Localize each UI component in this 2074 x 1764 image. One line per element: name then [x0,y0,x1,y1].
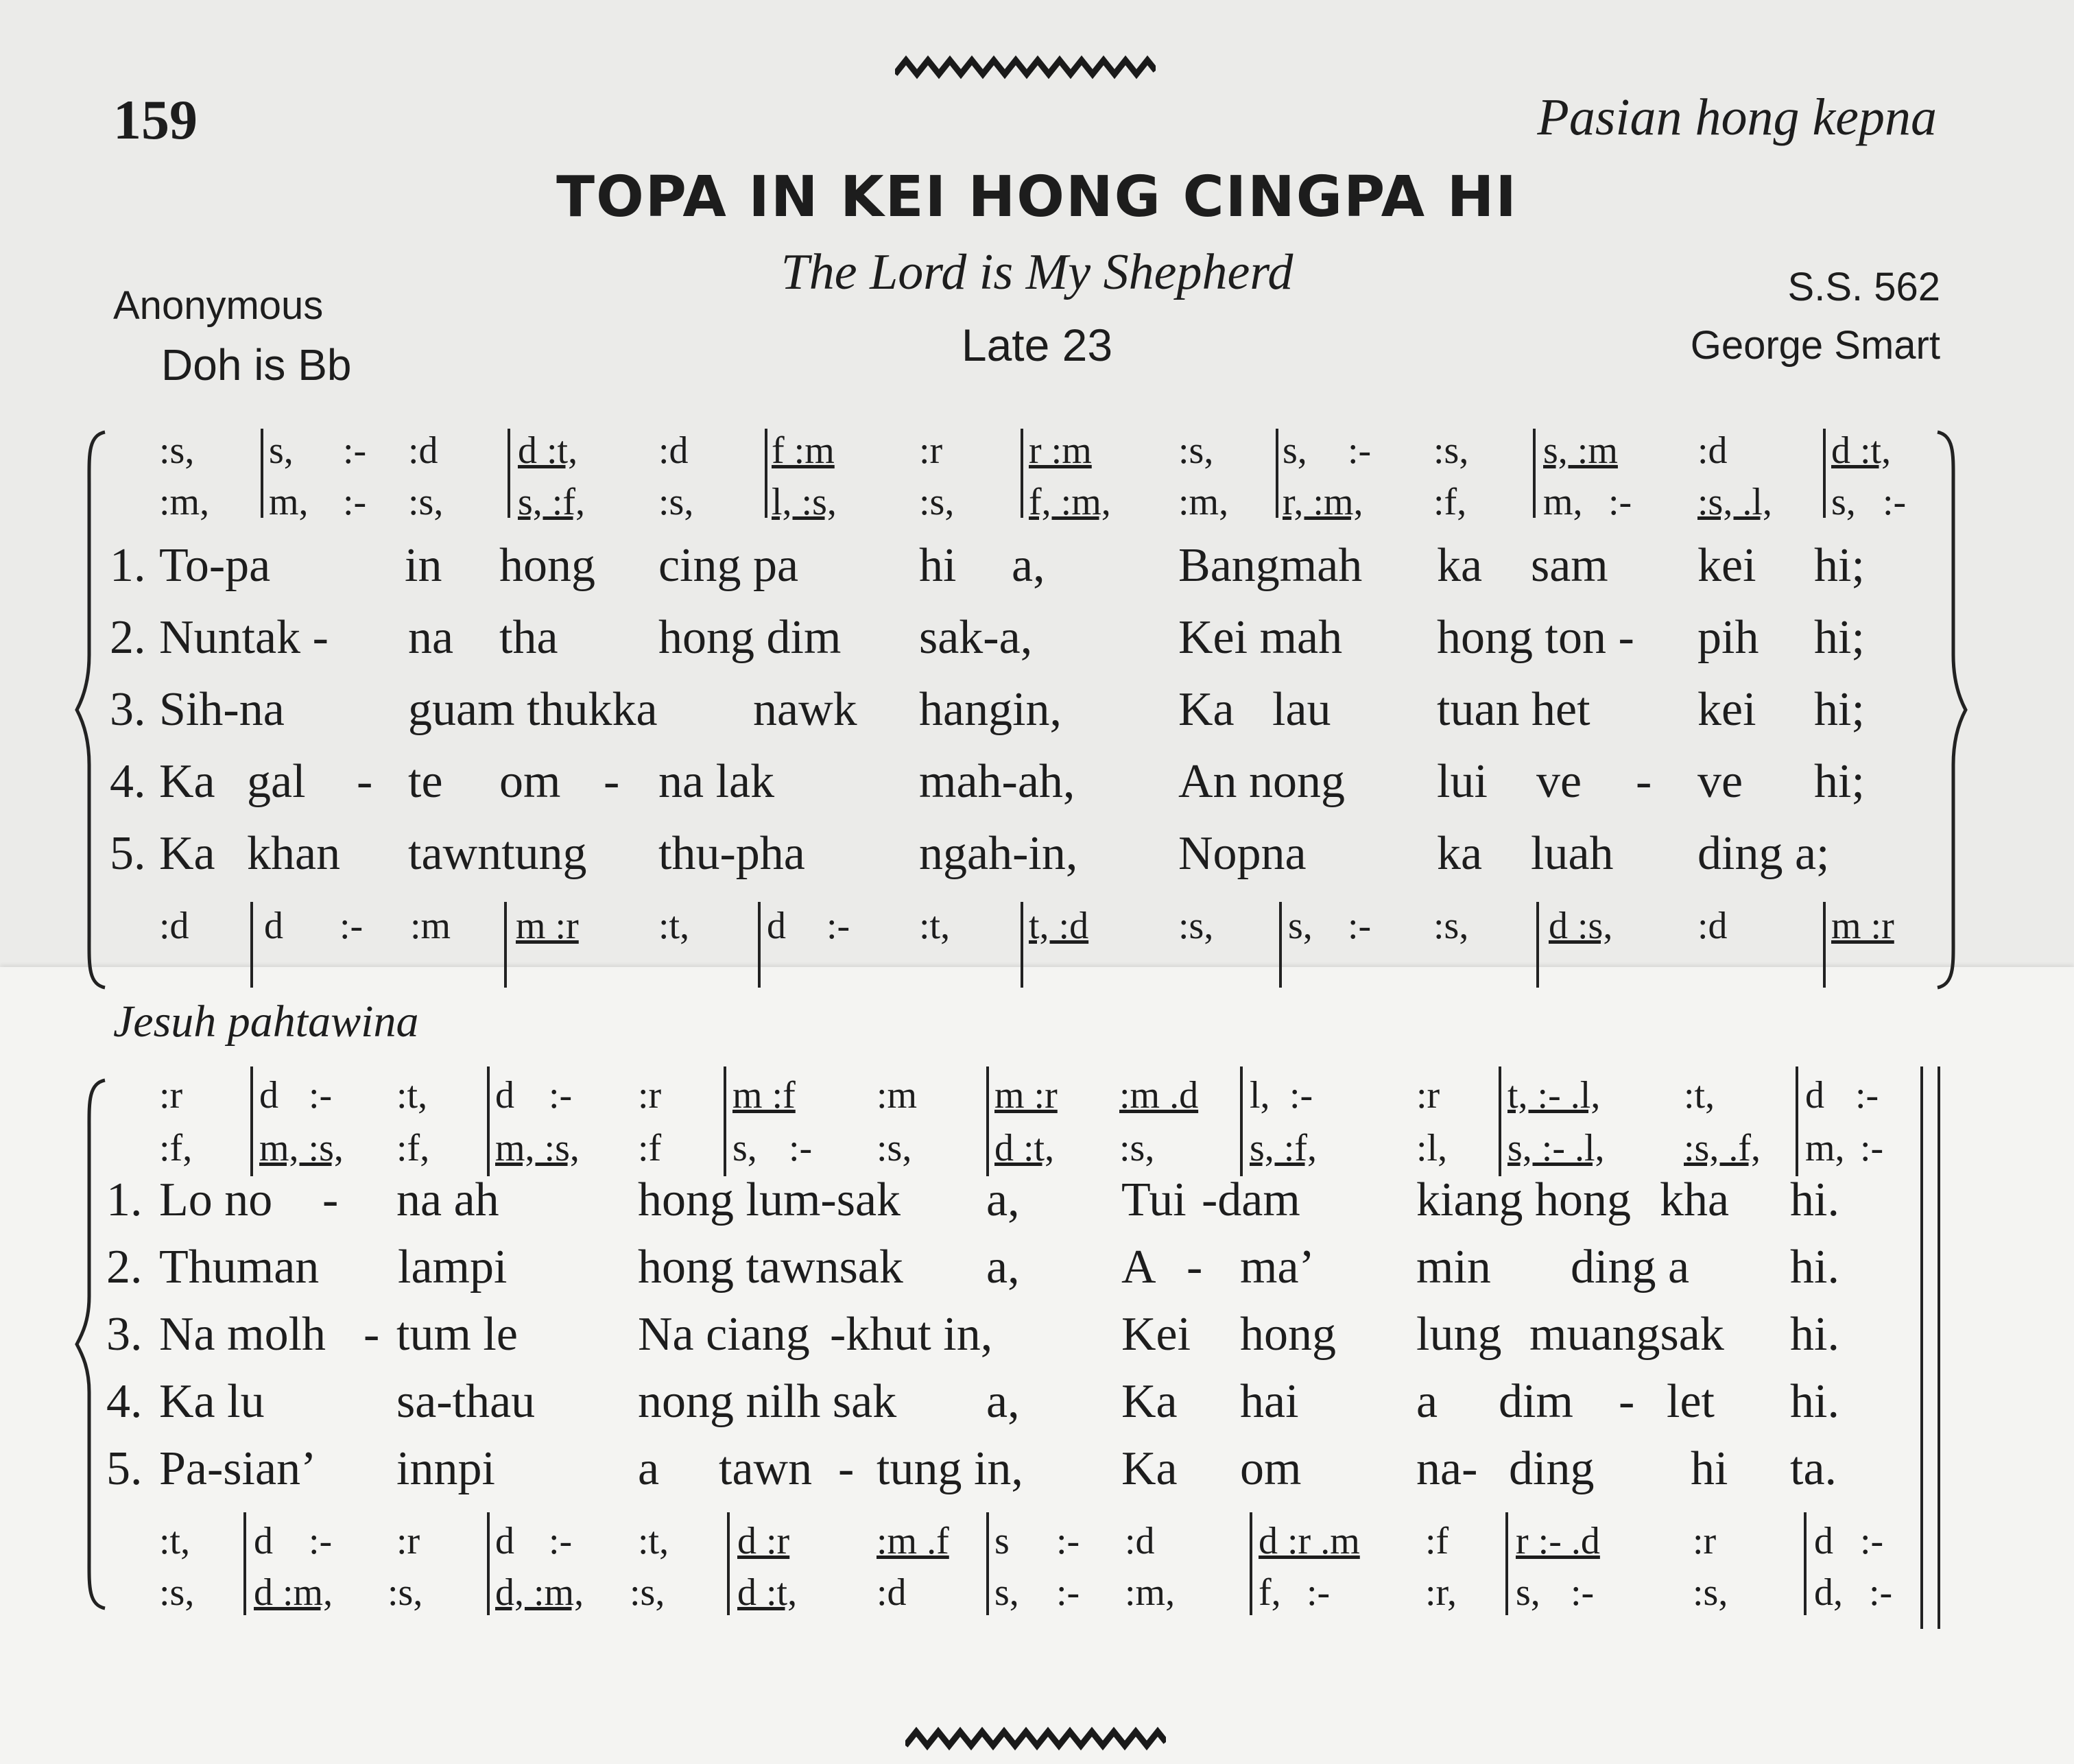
note: :l, [1416,1127,1448,1169]
lyric: a, [986,1241,1020,1294]
note: m, :s, [259,1127,344,1169]
lyric: Na ciang [638,1308,810,1361]
barline [1021,429,1023,518]
lyric: nong nilh sak [638,1375,897,1428]
lyric: hong [499,539,595,592]
lyric: - [322,1173,339,1226]
note: s, [1288,905,1313,947]
lyric: hong [1240,1308,1336,1361]
note: :- [1289,1074,1313,1117]
lyric: Kei mah [1178,611,1343,664]
lyric: A [1121,1241,1156,1294]
note: :- [1869,1571,1893,1614]
note: d :t, [737,1571,798,1614]
note: :d [159,905,189,947]
lyric: ka [1437,539,1483,592]
barline [758,902,761,988]
note: :d [658,429,689,472]
lyric: innpi [396,1442,495,1495]
note: :- [1348,429,1372,472]
note: :- [1608,481,1632,523]
barline [1536,902,1539,988]
lyric: khan [247,827,341,880]
note: :- [1307,1571,1331,1614]
lyric: a, [986,1173,1020,1226]
lyric: - [357,755,373,808]
note: f :m [772,429,835,472]
note: s, :f, [518,481,585,523]
note: :m [877,1074,918,1117]
note: m, [1543,481,1583,523]
lyric: guam thukka [408,683,658,736]
note: :f, [396,1127,430,1169]
note: d [1814,1520,1833,1562]
barline [727,1512,730,1615]
barline [508,429,510,518]
lyric: kiang hong [1416,1173,1632,1226]
lyric: gal [247,755,306,808]
note: :s, [1693,1571,1728,1614]
note: :- [309,1074,333,1117]
chorus-label: Jesuh pahtawina [113,997,419,1047]
barline [250,1066,253,1176]
barline [724,1066,726,1176]
note: :t, [396,1074,428,1117]
note: :s, [630,1571,665,1614]
lyric: Ka [159,827,215,880]
verse-number: 3. [110,683,146,736]
note: s, :m [1543,429,1618,472]
note: d :r [737,1520,790,1562]
note: l, [1250,1074,1270,1117]
lyric: tha [499,611,558,664]
note: s, [994,1571,1019,1614]
note: :- [343,429,367,472]
verse-number: 3. [106,1308,143,1361]
note: d [1805,1074,1824,1117]
note: :t, [658,905,690,947]
note: s, [732,1127,757,1169]
lyric: Lo no [159,1173,273,1226]
note: :s, [1433,429,1469,472]
note: :- [1056,1520,1080,1562]
note: :s, [1178,905,1214,947]
hymn-subtitle: The Lord is My Shepherd [780,244,1294,300]
scripture-reference: Late 23 [961,320,1113,370]
lyric: An nong [1178,755,1346,808]
lyric: om [499,755,561,808]
lyric: Thuman [159,1241,320,1294]
lyric: te [408,755,443,808]
note: :d [1697,905,1728,947]
note: :s, [1433,905,1469,947]
bottom-ornament [905,1725,1166,1752]
note: r, :m, [1283,481,1363,523]
tune-reference: S.S. 562 [1787,265,1940,309]
lyric: a [1416,1375,1438,1428]
note: m :r [516,905,579,947]
lyric: Kei [1121,1308,1191,1361]
brace-left-1 [74,429,108,991]
lyric: sa-thau [396,1375,536,1428]
barline [504,902,507,988]
note: d :m, [254,1571,333,1614]
note: :f [1425,1520,1449,1562]
verse-number: 5. [106,1442,143,1495]
lyric: min [1416,1241,1491,1294]
note: :f, [159,1127,193,1169]
section-title: Pasian hong kepna [1537,88,1937,146]
lyric: - [1636,755,1652,808]
lyric: hi. [1790,1375,1839,1428]
composer: George Smart [1690,323,1940,368]
lyric: lau [1272,683,1331,736]
barline [250,902,253,988]
lyric: tung in, [877,1442,1023,1495]
barline [986,1066,989,1176]
barline [1021,902,1023,988]
note: :s, [919,481,955,523]
note: :t, [159,1520,191,1562]
lyric: Sih-na [159,683,285,736]
lyric: na lak [658,755,775,808]
note: :d [877,1571,907,1614]
note: m, :s, [495,1127,580,1169]
note: :s, [658,481,694,523]
lyric: hong tawnsak [638,1241,903,1294]
note: s, [1831,481,1856,523]
lyric: ta. [1790,1442,1837,1495]
lyric: Pa-sian’ [159,1442,317,1495]
lyric: - [838,1442,855,1495]
lyric: kha [1660,1173,1730,1226]
barline [261,429,263,518]
note: :f, [1433,481,1467,523]
note: r :- .d [1516,1520,1600,1562]
note: d, :m, [495,1571,584,1614]
lyric: hi. [1790,1308,1839,1361]
key-signature: Doh is Bb [161,340,352,390]
lyric: na [408,611,454,664]
lyric: kei [1697,539,1756,592]
note: :s, [1178,429,1214,472]
note: :- [1571,1571,1595,1614]
lyric: tuan het [1437,683,1590,736]
note: m :r [994,1074,1058,1117]
brace-left-2 [74,1077,108,1612]
lyric: muangsak [1529,1308,1724,1361]
note: :- [339,905,363,947]
lyric: ngah-in, [919,827,1078,880]
note: :f [638,1127,662,1169]
lyric: Ka [159,755,215,808]
note: d [264,905,283,947]
note: :- [1348,905,1372,947]
verse-number: 2. [110,611,146,664]
lyric: Na molh [159,1308,326,1361]
note: :- [549,1074,573,1117]
lyric: sak-a, [919,611,1033,664]
note: :s, .l, [1697,481,1772,523]
final-barline [1938,1066,1940,1629]
lyric: tawn [719,1442,813,1495]
note: :- [1860,1520,1884,1562]
lyric: lampi [398,1241,508,1294]
note: t, :- .l, [1507,1074,1601,1117]
lyric: lung [1416,1308,1502,1361]
barline [1499,1066,1501,1176]
note: :r [1416,1074,1440,1117]
lyric: pih [1697,611,1759,664]
barline [243,1512,246,1615]
verse-number: 4. [106,1375,143,1428]
note: :d [1697,429,1728,472]
note: :s, [388,1571,423,1614]
lyric: a, [1012,539,1045,592]
note: d [495,1074,514,1117]
note: :r [396,1520,420,1562]
verse-number: 4. [110,755,146,808]
lyric: hangin, [919,683,1062,736]
note: :m, [1178,481,1229,523]
verse-number: 1. [110,539,146,592]
note: d [254,1520,273,1562]
note: s, [1516,1571,1540,1614]
lyric: ka [1437,827,1483,880]
note: :- [1056,1571,1080,1614]
lyric: Ka [1121,1375,1178,1428]
top-ornament [895,53,1156,81]
note: l, :s, [772,481,837,523]
lyric: lui [1437,755,1488,808]
note: :s, [408,481,444,523]
barline [1250,1512,1252,1615]
note: :- [1860,1127,1884,1169]
lyric: - [1619,1375,1635,1428]
note: s, :- .l, [1507,1127,1605,1169]
lyric: tum le [396,1308,518,1361]
lyric: kei [1697,683,1756,736]
lyric: cing pa [658,539,799,592]
lyric: hi; [1814,683,1865,736]
lyric: ding [1509,1442,1595,1495]
lyric: ding a; [1697,827,1830,880]
note: d :r .m [1259,1520,1360,1562]
lyric: Nuntak - [159,611,329,664]
barline [986,1512,989,1615]
note: m, [269,481,309,523]
barline [1276,429,1278,518]
barline [1505,1512,1508,1615]
note: d, [1814,1571,1843,1614]
note: :- [343,481,367,523]
lyric: hi [919,539,957,592]
note: :r, [1425,1571,1457,1614]
barline [487,1066,490,1176]
note: f, [1259,1571,1281,1614]
barline [765,429,767,518]
note: d [767,905,786,947]
barline [1796,1066,1798,1176]
barline [1823,902,1826,988]
note: :m, [1125,1571,1176,1614]
barline [1823,429,1826,518]
barline [1804,1512,1807,1615]
barline [1533,429,1536,518]
lyric: hi [1691,1442,1728,1495]
note: s, [269,429,294,472]
lyric: na- [1416,1442,1478,1495]
note: :- [1855,1074,1879,1117]
verse-number: 5. [110,827,146,880]
lyric: -dam [1202,1173,1300,1226]
note: :r [638,1074,662,1117]
lyric: hi. [1790,1173,1839,1226]
note: :m .f [877,1520,949,1562]
note: t, :d [1029,905,1089,947]
lyric: hi; [1814,611,1865,664]
lyric: mah-ah, [919,755,1075,808]
lyric: -khut in, [830,1308,993,1361]
note: d [495,1520,514,1562]
note: :- [826,905,850,947]
hymn-title: TOPA IN KEI HONG CINGPA HI [556,165,1518,230]
note: d :t, [1831,429,1892,472]
lyric: hong dim [658,611,842,664]
lyric: tawntung [408,827,587,880]
note: m, [1805,1127,1845,1169]
lyric: ve [1697,755,1743,808]
note: :s, [159,429,195,472]
note: :r [1693,1520,1717,1562]
note: :- [789,1127,813,1169]
note: d [259,1074,278,1117]
lyric: hai [1240,1375,1299,1428]
note: :s, [159,1571,195,1614]
lyric: let [1667,1375,1715,1428]
lyric: - [363,1308,380,1361]
note: :r [159,1074,183,1117]
note: f, :m, [1029,481,1111,523]
note: :- [549,1520,573,1562]
lyric: ding a [1571,1241,1690,1294]
note: :d [1125,1520,1155,1562]
lyric: ve [1536,755,1582,808]
verse-number: 2. [106,1241,143,1294]
note: d :s, [1549,905,1613,947]
note: :s, [1119,1127,1155,1169]
note: s [994,1520,1010,1562]
note: :s, .f, [1684,1127,1761,1169]
lyric: Tui [1121,1173,1187,1226]
lyric: hong ton - [1437,611,1634,664]
lyric: ma’ [1240,1241,1315,1294]
lyric: na ah [396,1173,499,1226]
lyric: hi. [1790,1241,1839,1294]
note: :r [919,429,943,472]
note: s, :f, [1250,1127,1317,1169]
note: :d [408,429,438,472]
note: m :r [1831,905,1894,947]
lyric: - [1187,1241,1203,1294]
barline [1279,902,1282,988]
note: m :f [732,1074,796,1117]
note: :- [309,1520,333,1562]
note: :s, [877,1127,912,1169]
note: d :t, [994,1127,1055,1169]
lyric: sam [1531,539,1608,592]
lyric: Nopna [1178,827,1307,880]
lyric: Bangmah [1178,539,1363,592]
lyric: dim [1499,1375,1573,1428]
lyric: Ka [1178,683,1235,736]
lyric: nawk [753,683,857,736]
lyric: Ka lu [159,1375,265,1428]
lyric: thu-pha [658,827,805,880]
note: s, [1283,429,1307,472]
hymn-number: 159 [113,88,198,151]
lyric: hong lum-sak [638,1173,901,1226]
note: :t, [919,905,951,947]
barline [487,1512,490,1615]
lyric: om [1240,1442,1302,1495]
lyric: - [604,755,620,808]
lyric: a, [986,1375,1020,1428]
lyric: hi; [1814,539,1865,592]
lyric: Ka [1121,1442,1178,1495]
note: :t, [638,1520,669,1562]
final-barline [1920,1066,1923,1629]
barline [1240,1066,1243,1176]
note: d :t, [518,429,578,472]
note: :m, [159,481,210,523]
lyric: in [405,539,442,592]
verse-number: 1. [106,1173,143,1226]
lyric: luah [1531,827,1614,880]
author: Anonymous [113,283,324,328]
note: :- [1883,481,1907,523]
lyric: a [638,1442,660,1495]
note: :m .d [1119,1074,1199,1117]
note: r :m [1029,429,1092,472]
brace-right-1 [1934,429,1968,991]
lyric: To-pa [159,539,271,592]
note: :m [410,905,451,947]
note: :t, [1684,1074,1715,1117]
lyric: hi; [1814,755,1865,808]
